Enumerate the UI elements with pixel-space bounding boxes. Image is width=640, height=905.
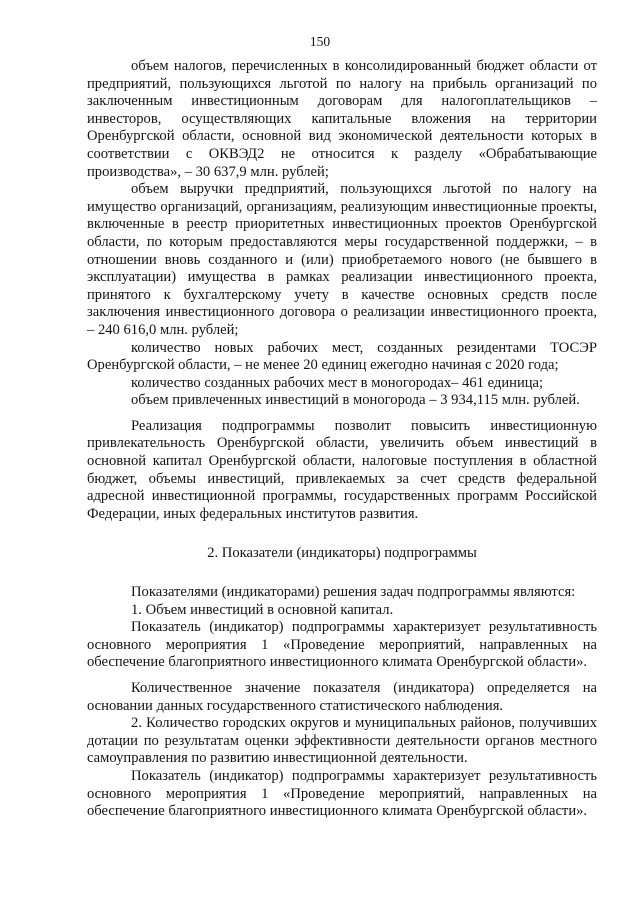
page-number: 150 [309, 34, 331, 49]
indicator-new-jobs-tosar-paragraph: количество новых рабочих мест, созданных резидентами ТОСЭР Оренбургской области, – не менее 20 единиц ежегодно начиная с 2020 года; [87, 339, 597, 374]
indicator-2-title: 2. Количество городских округов и муниципальных районов, получивших дотации по результатам оценки эффективности деятельности органов местного самоуправления по развитию инвестиционной деятельности. [87, 715, 597, 767]
section-heading: 2. Показатели (индикаторы) подпрограммы [207, 545, 477, 562]
page-content [87, 58, 597, 821]
indicator-2-description: Показатель (индикатор) подпрограммы характеризует результативность основного мероприятия 1 «Проведение мероприятий, направленных на обеспечение благоприятного инвестиционного климата Оренбургской области». [87, 767, 597, 820]
indicators-intro-paragraph: Показателями (индикаторами) решения задач подпрограммы являются: [131, 584, 576, 601]
indicator-monotown-jobs-paragraph: количество созданных рабочих мест в моногородах– 461 единица; [131, 374, 544, 391]
indicator-1-source: Количественное значение показателя (индикатора) определяется на основании данных государственного статистического наблюдения. [87, 680, 597, 714]
indicator-1-description: Показатель (индикатор) подпрограммы характеризует результативность основного мероприятия 1 «Проведение мероприятий, направленных на обеспечение благоприятного инвестиционного климата Оренбургской области». [87, 619, 597, 671]
indicator-1-title: 1. Объем инвестиций в основной капитал. [131, 601, 394, 618]
indicator-monotown-investment-paragraph: объем привлеченных инвестиций в моногорода – 3 934,115 млн. рублей. [131, 392, 580, 409]
implementation-outcome-paragraph: Реализация подпрограммы позволит повысить инвестиционную привлекательность Оренбургской области, увеличить объем инвестиций в основной капитал Оренбургской области, налоговые поступления в областной бюджет, объемы инвестиций, привлекаемых за счет средств федеральной адресной инвестиционной программы, государственных программ Российской Федерации, иных федеральных институтов развития. [87, 417, 597, 522]
indicator-revenue-volume-paragraph: объем выручки предприятий, пользующихся льготой по налогу на имущество организаций, организациям, реализующим инвестиционные проекты, включенные в реестр приоритетных инвестиционных проектов Оренбургской области, по которым предоставляются меры государственной поддержки, – в отношении вновь созданного и (или) приобретаемого нового (не бывшего в эксплуатации) имущества в рамках реализации инвестиционного проекта, принятого к бухгалтерскому учету в качестве основных средств после заключения инвестиционного договора о реализации инвестиционного проекта, – 240 616,0 млн. рублей; [87, 181, 597, 338]
indicator-tax-volume-paragraph: объем налогов, перечисленных в консолидированный бюджет области от предприятий, пользующихся льготой по налогу на прибыль организаций по заключенным инвестиционным договорам для налогоплательщиков – инвесторов, осуществляющих капитальные вложения на территории Оренбургской области, основной вид экономической деятельности которых в соответствии с ОКВЭД2 не относится к разделу «Обрабатывающие производства», – 30 637,9 млн. рублей; [87, 58, 597, 180]
